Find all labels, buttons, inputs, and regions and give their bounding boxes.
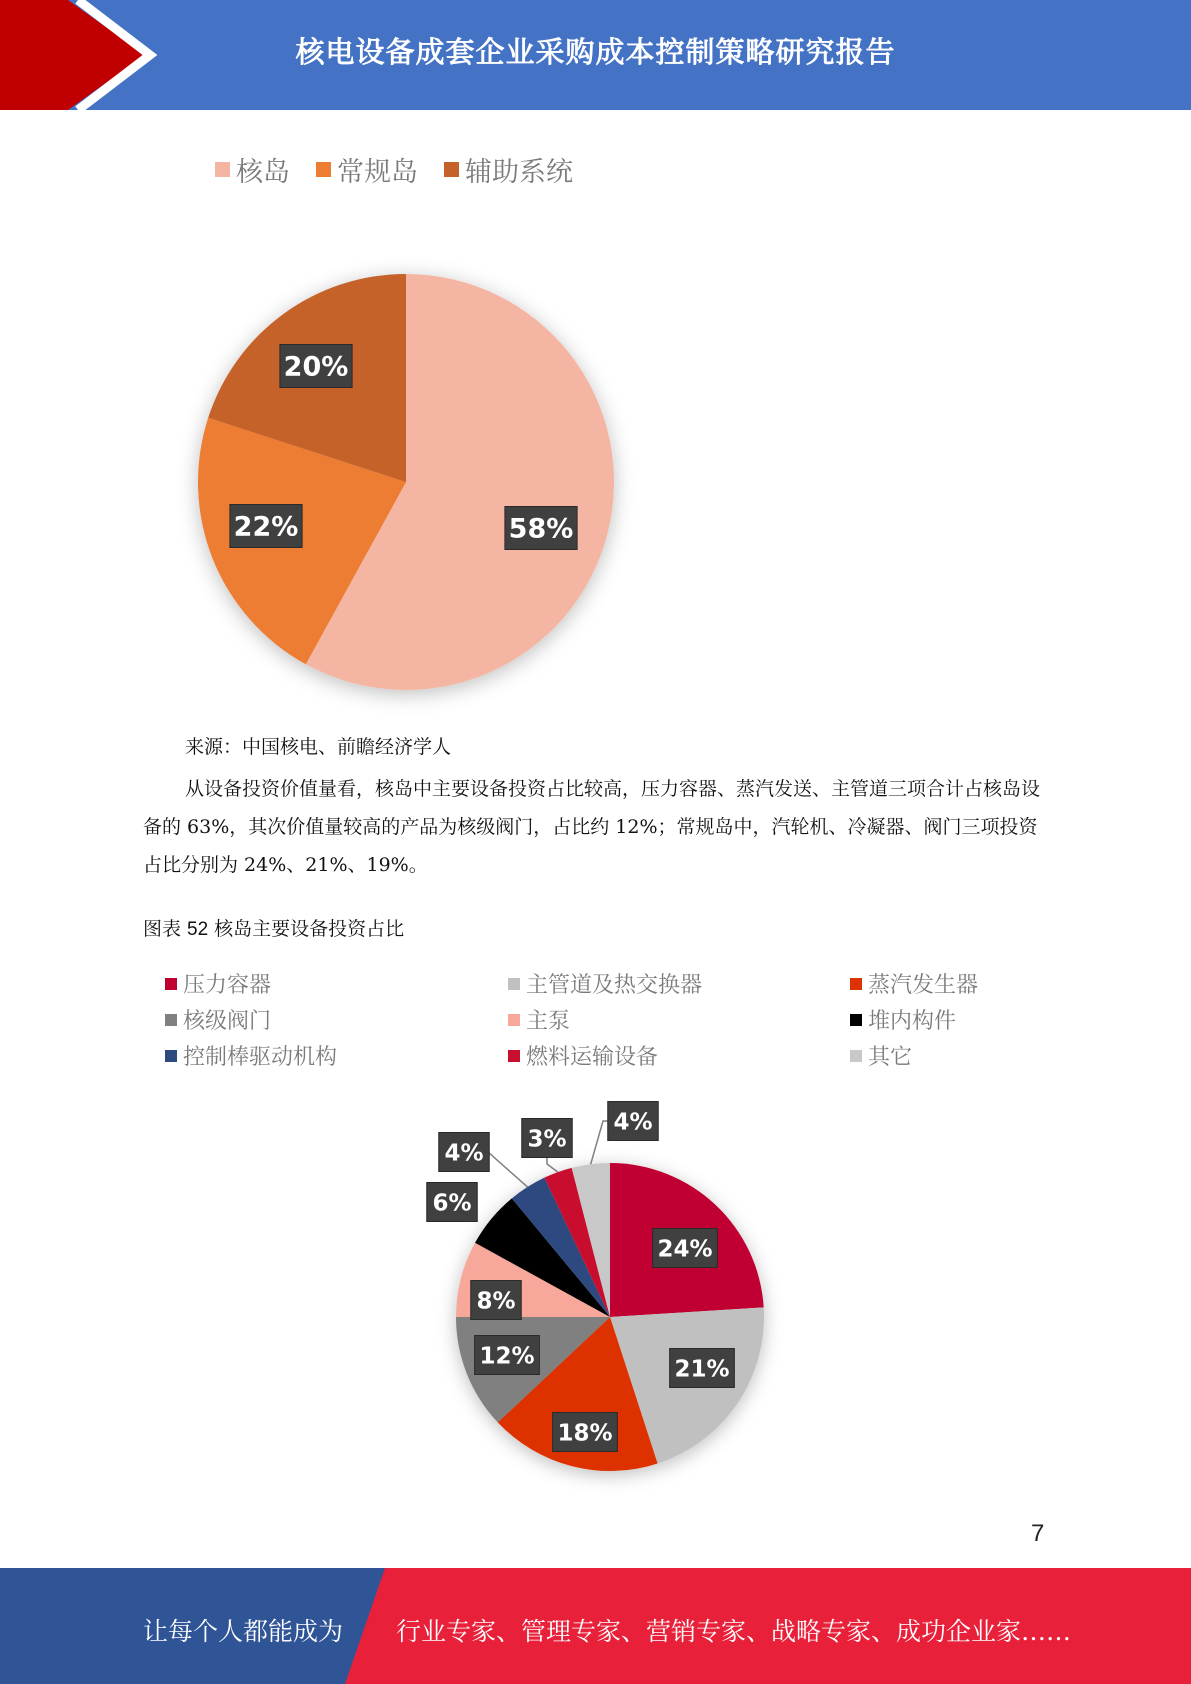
data-label: 4% — [444, 1140, 484, 1167]
legend-swatch — [850, 1050, 862, 1062]
footer-slogan-left: 让每个人都能成为 — [143, 1617, 344, 1646]
data-label: 4% — [613, 1109, 653, 1136]
legend-label: 控制棒驱动机构 — [183, 1045, 338, 1070]
legend-label: 蒸汽发生器 — [868, 973, 979, 998]
caption-prefix: 图表 — [143, 918, 182, 940]
page-footer — [0, 1568, 1191, 1684]
data-label: 21% — [674, 1356, 730, 1383]
legend-item — [165, 1004, 271, 1035]
legend-swatch — [165, 978, 177, 990]
page-number: 7 — [1031, 1520, 1045, 1547]
pie-chart-nuclear-island-equipment — [380, 1080, 820, 1510]
report-title: 核电设备成套企业采购成本控制策略研究报告 — [295, 35, 896, 69]
legend-label: 常规岛 — [337, 157, 418, 188]
legend-label: 其它 — [868, 1045, 913, 1070]
data-label: 22% — [233, 511, 299, 543]
pie-chart-island-share — [150, 220, 670, 720]
legend-label: 燃料运输设备 — [526, 1045, 659, 1070]
legend-item — [850, 968, 978, 999]
page-header — [0, 0, 1191, 110]
footer-slogan-right: 行业专家、管理专家、营销专家、战略专家、成功企业家…… — [396, 1617, 1072, 1646]
legend-item — [444, 150, 573, 189]
legend-swatch — [444, 162, 459, 177]
legend-row — [165, 1004, 1065, 1040]
legend-row — [165, 968, 1065, 1004]
legend-item — [165, 1040, 337, 1071]
source-note: 来源：中国核电、前瞻经济学人 — [185, 736, 452, 758]
legend-item — [508, 1040, 658, 1071]
legend-label: 主管道及热交换器 — [526, 973, 703, 998]
legend-label: 核岛 — [236, 157, 290, 188]
legend-item — [508, 1004, 570, 1035]
legend-swatch — [508, 1014, 520, 1026]
legend-swatch — [165, 1014, 177, 1026]
legend-label: 堆内构件 — [868, 1009, 957, 1034]
legend-label: 主泵 — [526, 1009, 571, 1034]
legend-swatch — [508, 1050, 520, 1062]
legend-swatch — [850, 978, 862, 990]
legend-item — [850, 1040, 912, 1071]
data-label: 3% — [527, 1126, 567, 1153]
body-paragraph: 从设备投资价值量看，核岛中主要设备投资占比较高，压力容器、蒸汽发送、主管道三项合计占核岛设备的 63%，其次价值量较高的产品为核级阀门，占比约 12%；常规岛中，汽轮机、冷凝器、阀门三项投资占比分别为 24%、21%、19%。 — [143, 778, 1041, 876]
chart2-legend — [165, 968, 1065, 1076]
data-label: 58% — [508, 513, 574, 545]
data-label: 18% — [557, 1420, 613, 1447]
legend-row — [165, 1040, 1065, 1076]
caption-title: 核岛主要设备投资占比 — [214, 918, 405, 940]
legend-swatch — [215, 162, 230, 177]
data-label: 12% — [479, 1343, 535, 1370]
figure-caption — [143, 914, 404, 941]
legend-swatch — [508, 978, 520, 990]
legend-label: 辅助系统 — [465, 157, 573, 188]
data-label: 24% — [657, 1236, 713, 1263]
caption-number: 52 — [187, 919, 209, 940]
legend-item — [215, 150, 290, 189]
data-label: 20% — [283, 351, 349, 383]
legend-swatch — [850, 1014, 862, 1026]
legend-item — [316, 150, 418, 189]
legend-item — [508, 968, 702, 999]
data-label: 6% — [432, 1190, 472, 1217]
data-label: 8% — [476, 1288, 516, 1315]
legend-item — [165, 968, 271, 999]
legend-item — [850, 1004, 956, 1035]
legend-label: 压力容器 — [183, 973, 272, 998]
legend-swatch — [165, 1050, 177, 1062]
legend-label: 核级阀门 — [183, 1009, 272, 1034]
chart1-legend — [215, 150, 573, 189]
legend-swatch — [316, 162, 331, 177]
